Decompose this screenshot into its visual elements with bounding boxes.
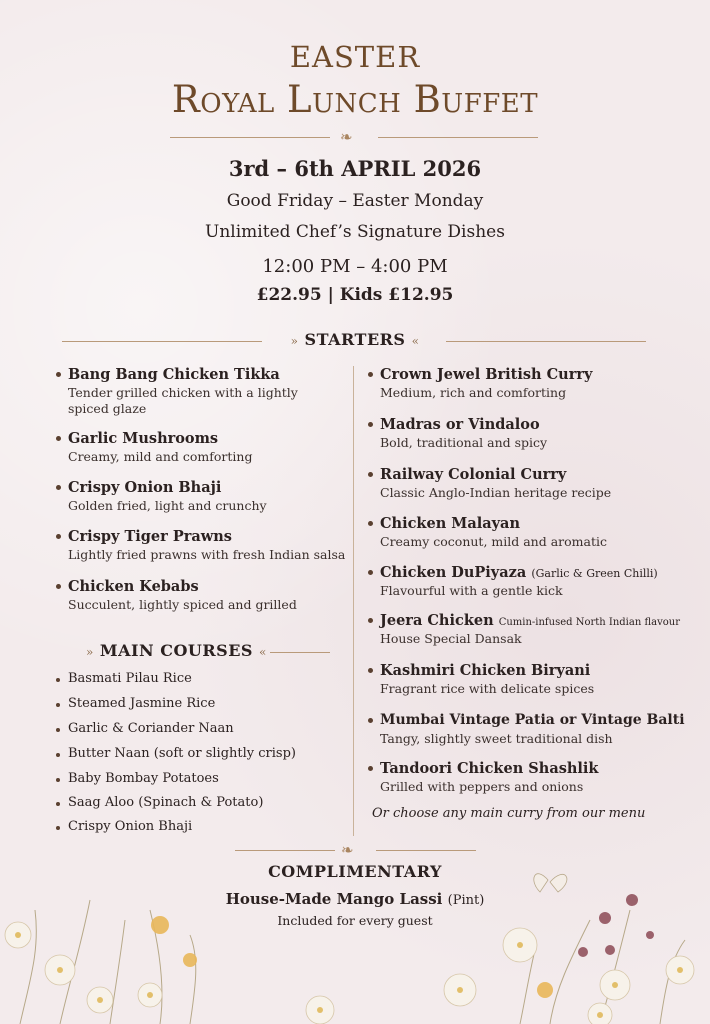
footer-divider-left: [235, 850, 335, 851]
list-item: Baby Bombay Potatoes: [56, 771, 356, 789]
list-item: Saag Aloo (Spinach & Potato): [56, 795, 356, 813]
main-courses-divider: [270, 652, 330, 653]
header-divider-right: [378, 137, 538, 138]
list-item: Butter Naan (soft or slightly crisp): [56, 746, 356, 764]
list-item: Garlic & Coriander Naan: [56, 721, 356, 739]
event-time: 12:00 PM – 4:00 PM: [262, 256, 448, 277]
arrow-right-icon: »: [86, 645, 94, 659]
arrow-right-icon: »: [290, 334, 299, 348]
event-price: £22.95 | Kids £12.95: [256, 285, 454, 305]
arrow-left-icon: «: [259, 645, 267, 659]
event-days: Good Friday – Easter Monday: [226, 191, 484, 211]
event-title-buffet: Royal Lunch Buffet: [171, 78, 539, 121]
arrow-left-icon: «: [411, 334, 420, 348]
complimentary-drink: House-Made Mango Lassi (Pint): [225, 890, 485, 908]
list-item: Crispy Onion Bhaji: [56, 819, 356, 837]
curry-footer-note: Or choose any main curry from our menu: [372, 806, 646, 821]
list-item: Basmati Pilau Rice: [56, 671, 356, 689]
starters-divider-right: [446, 341, 646, 342]
event-dates: 3rd – 6th APRIL 2026: [228, 156, 482, 181]
footer-divider-right: [376, 850, 476, 851]
complimentary-note: Included for every guest: [277, 913, 433, 928]
complimentary-heading: COMPLIMENTARY: [268, 862, 442, 881]
event-tagline: Unlimited Chef’s Signature Dishes: [205, 222, 505, 242]
main-courses-heading: » MAIN COURSES «: [86, 641, 267, 660]
starters-heading: » STARTERS «: [290, 330, 420, 349]
flourish-icon: ❧: [341, 841, 354, 859]
event-title-easter: EASTER: [289, 40, 421, 74]
list-item: Steamed Jasmine Rice: [56, 696, 356, 714]
header-divider-left: [170, 137, 330, 138]
flourish-icon: ❧: [340, 128, 353, 146]
column-divider: [353, 366, 354, 836]
